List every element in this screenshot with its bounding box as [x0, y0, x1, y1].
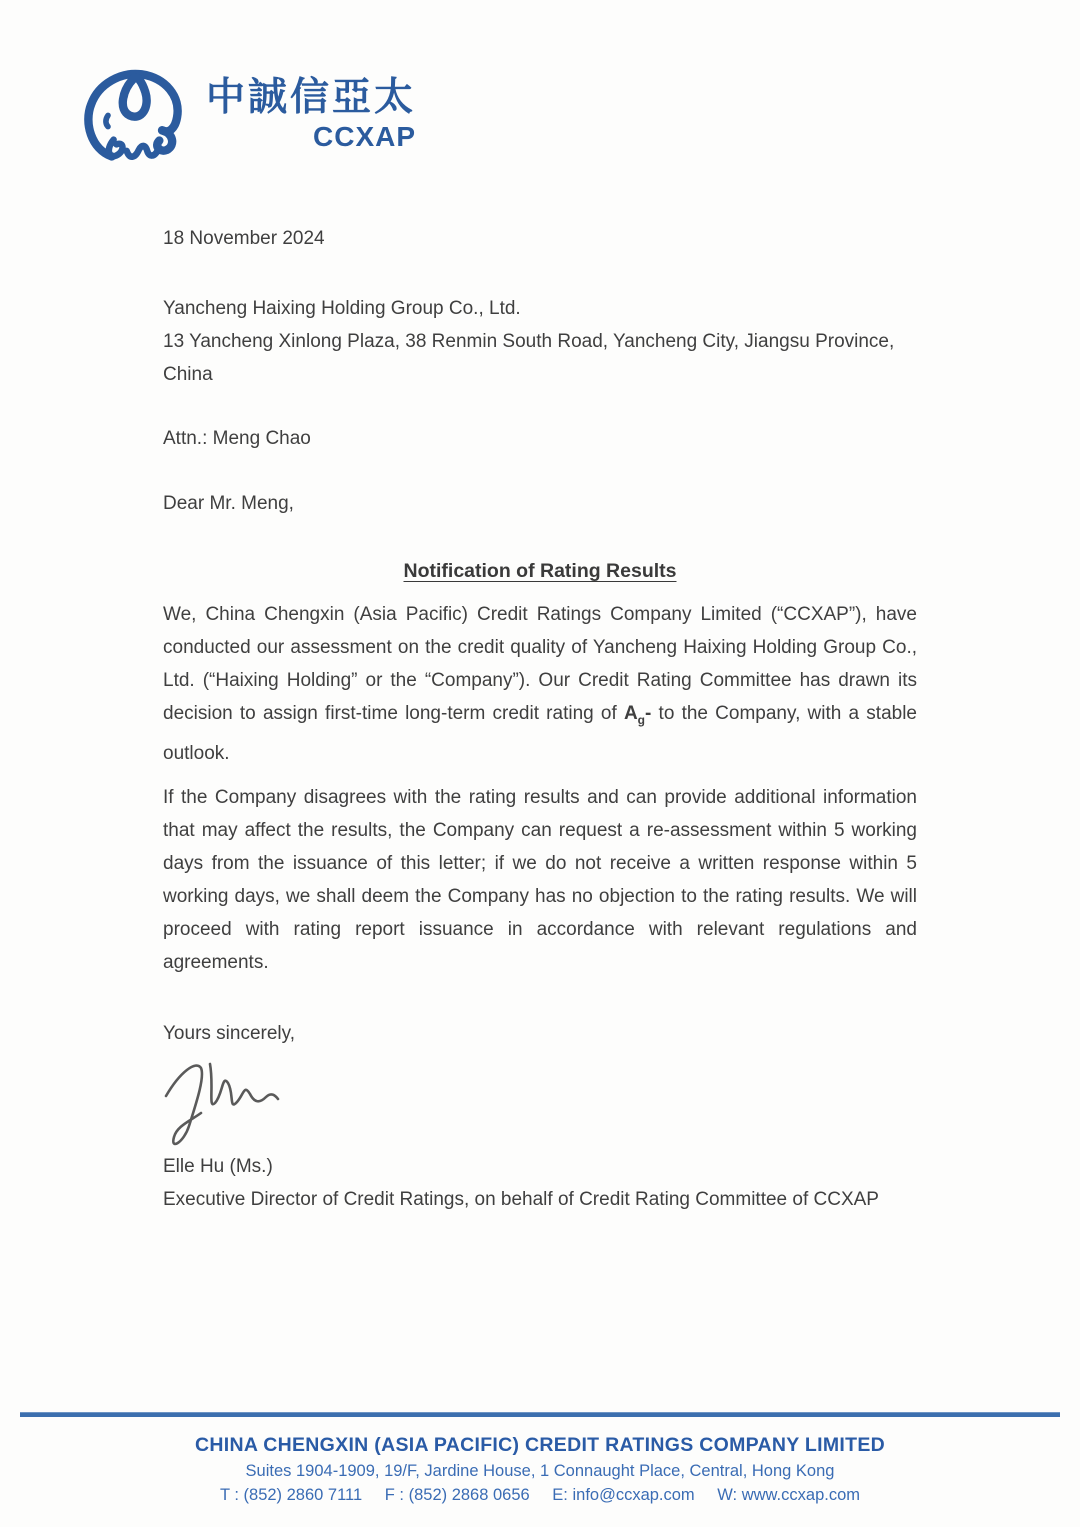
paragraph-reassessment-policy: If the Company disagrees with the rating results and can provide additional information that may affect the results, the Company can request a re-assessment within 5 working days from the issuance of this letter; if we do not receive a written response within 5 working days, we shall deem the Company has no objection to the rating results. We will proceed with rating report issuance in accordance with relevant regulations and agreements.: [163, 787, 917, 973]
credit-rating-value: [623, 703, 652, 727]
handwritten-signature: [158, 1052, 298, 1152]
attention-line: Attn.: Meng Chao: [163, 428, 311, 449]
rating-subscript: g: [637, 712, 646, 727]
paragraph-rating-decision: [163, 598, 917, 770]
rating-letter: A: [623, 703, 638, 724]
letter-title: Notification of Rating Results: [403, 560, 677, 582]
signer-title: Executive Director of Credit Ratings, on behalf of Credit Rating Committee of CCXAP: [163, 1189, 879, 1210]
logo-latin-text: CCXAP: [313, 120, 417, 152]
ccxap-logo: [80, 62, 416, 180]
ccxap-elephant-logo-icon: [80, 62, 192, 180]
letter-date: 18 November 2024: [163, 228, 325, 249]
recipient-country: China: [163, 364, 213, 385]
letter-title-row: [0, 560, 1080, 583]
paragraph-1-text-before: We, China Chengxin (Asia Pacific) Credit Ratings Company Limited (“CCXAP”), have conducted our assessment on the credit quality of Yancheng Haixing Holding Group Co., Ltd. (“Haixing Holding” or the “Company”). Our Credit Rating Committee has drawn its decision to assign first-time long-term credit rating of: [163, 604, 917, 724]
footer-company-name: CHINA CHENGXIN (ASIA PACIFIC) CREDIT RATINGS COMPANY LIMITED: [194, 1434, 886, 1456]
recipient-company: Yancheng Haixing Holding Group Co., Ltd.: [163, 298, 521, 319]
signer-name: Elle Hu (Ms.): [163, 1156, 273, 1177]
logo-chinese-text: 中誠信亞太: [206, 76, 417, 119]
footer-contact-line: [0, 1486, 1080, 1505]
footer-fax: F : (852) 2868 0656: [384, 1486, 530, 1504]
footer-divider-line: [20, 1412, 1060, 1417]
footer-website: W: www.ccxap.com: [717, 1486, 861, 1504]
footer-phone: T : (852) 2860 7111: [219, 1486, 363, 1504]
rating-modifier: -: [645, 703, 652, 724]
recipient-address-block: [163, 292, 917, 391]
paragraph-1-text-after: to the Company, with a stable outlook.: [163, 703, 917, 764]
recipient-address-line: 13 Yancheng Xinlong Plaza, 38 Renmin South Road, Yancheng City, Jiangsu Province,: [163, 331, 895, 352]
closing-line: Yours sincerely,: [163, 1023, 296, 1044]
footer-address: Suites 1904-1909, 19/F, Jardine House, 1 Connaught Place, Central, Hong Kong: [245, 1462, 835, 1480]
salutation: Dear Mr. Meng,: [163, 493, 294, 514]
footer-email: E: info@ccxap.com: [552, 1486, 695, 1504]
